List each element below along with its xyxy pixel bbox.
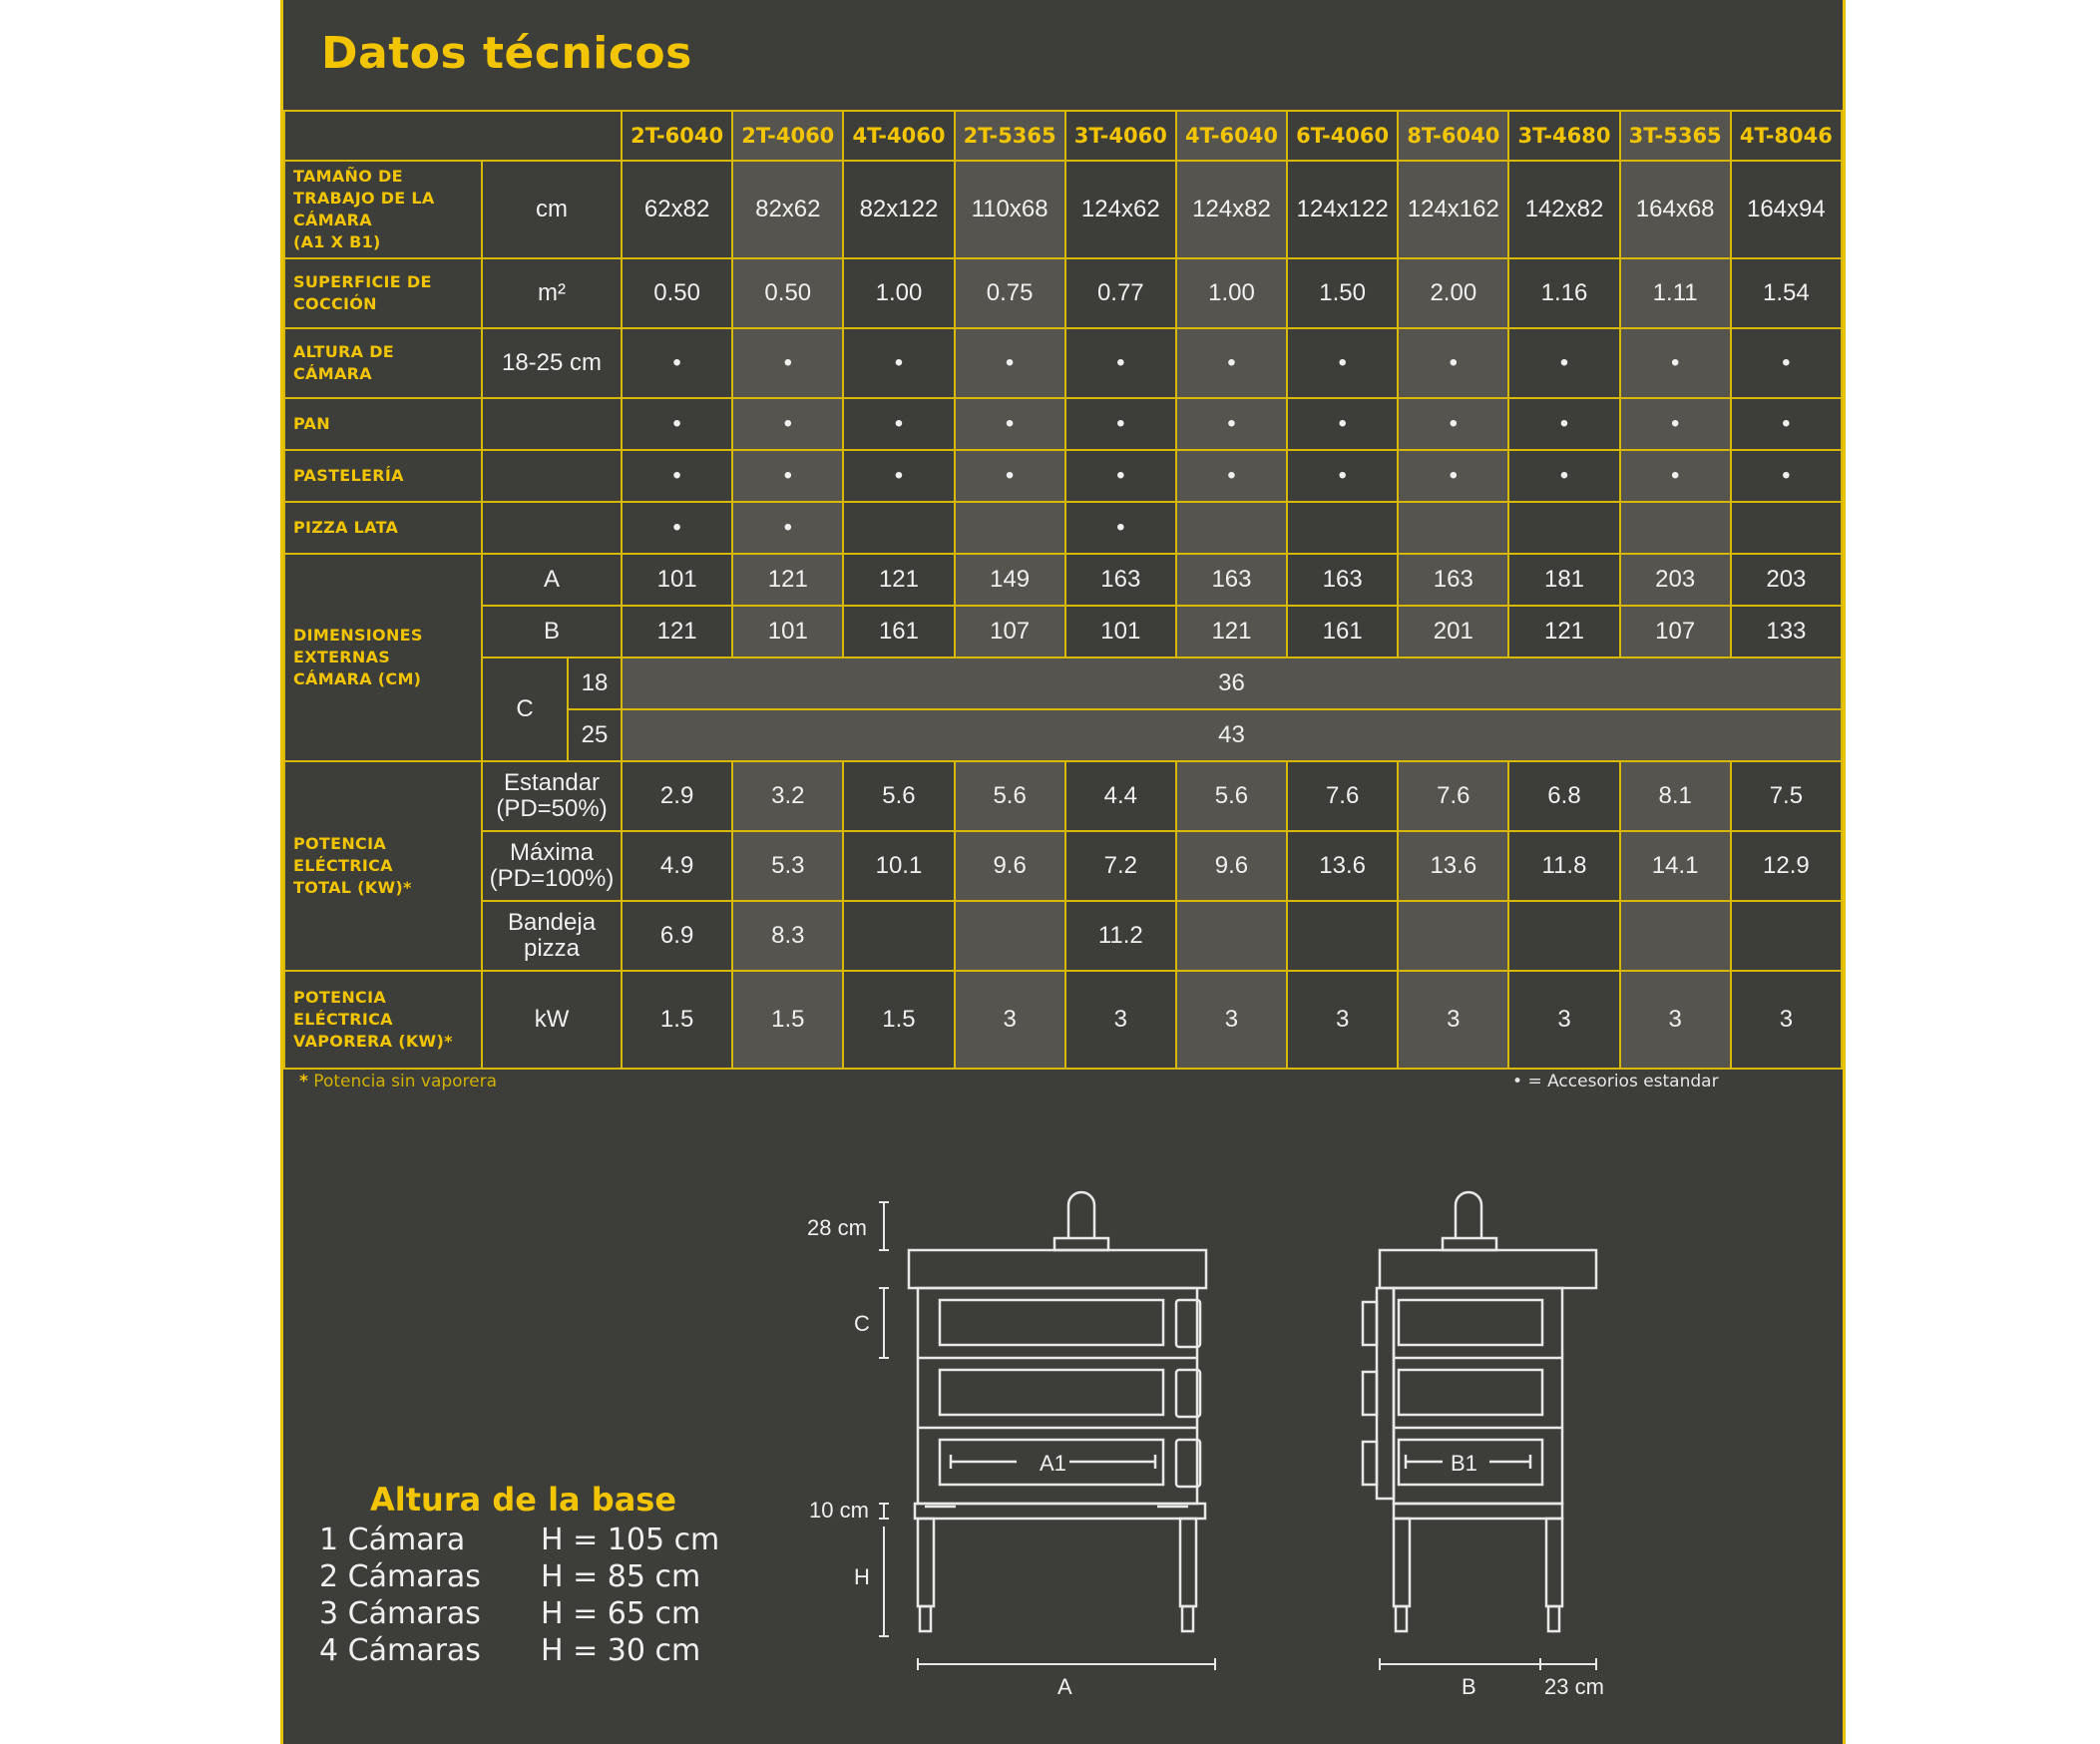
value-cell: • — [1620, 450, 1731, 502]
value-cell: 11.2 — [1065, 901, 1176, 971]
base-row-label: Cámaras — [347, 1559, 481, 1594]
value-cell: 142x82 — [1508, 161, 1619, 258]
row-label-line: POTENCIA — [293, 834, 387, 853]
value-cell: • — [1508, 450, 1619, 502]
value-cell: 82x62 — [732, 161, 843, 258]
value-cell: 13.6 — [1398, 831, 1508, 901]
model-header: 3T-4060 — [1065, 111, 1176, 161]
row-label-line: POTENCIA — [293, 988, 387, 1007]
unit-line: Estandar — [503, 769, 601, 796]
model-header: 4T-6040 — [1176, 111, 1287, 161]
row-label-line: TAMAÑO DE — [293, 167, 403, 186]
value-cell: 181 — [1508, 554, 1619, 606]
value-cell: • — [1398, 450, 1508, 502]
row-label-line: EXTERNAS — [293, 648, 391, 666]
value-cell: • — [1287, 398, 1398, 450]
value-cell: • — [1287, 450, 1398, 502]
value-cell: 121 — [843, 554, 954, 606]
value-cell: 8.1 — [1620, 761, 1731, 831]
value-cell: • — [732, 398, 843, 450]
unit-line: (PD=50%) — [496, 795, 608, 822]
value-cell: 1.5 — [622, 971, 732, 1069]
value-cell: 163 — [1065, 554, 1176, 606]
row-label-line: PIZZA LATA — [293, 518, 399, 537]
dim-a1-label: A1 — [1040, 1451, 1066, 1476]
value-cell: 164x68 — [1620, 161, 1731, 258]
row-label-line: VAPORERA (KW)* — [293, 1032, 453, 1051]
value-cell: 1.11 — [1620, 258, 1731, 328]
value-cell: 121 — [1176, 606, 1287, 657]
value-cell: • — [622, 502, 732, 554]
value-cell: 14.1 — [1620, 831, 1731, 901]
value-cell: • — [1731, 398, 1842, 450]
dim-c-label: C — [854, 1311, 870, 1336]
bullet-icon: • — [1512, 1072, 1523, 1091]
dim-base-label: 10 cm — [809, 1498, 869, 1523]
row-label-line: TRABAJO DE LA — [293, 189, 435, 208]
sub-unit-cell: 18 — [568, 657, 622, 709]
value-cell: • — [732, 450, 843, 502]
row-label-line: SUPERFICIE DE — [293, 272, 432, 291]
front-view — [909, 1192, 1206, 1631]
datasheet-panel — [280, 0, 1846, 1744]
value-cell: 3 — [1065, 971, 1176, 1069]
row-label-line: PASTELERÍA — [293, 466, 404, 485]
value-cell: 161 — [1287, 606, 1398, 657]
value-cell: 43 — [622, 709, 1842, 761]
value-cell: 1.5 — [843, 971, 954, 1069]
value-cell: • — [1508, 398, 1619, 450]
value-cell: 1.50 — [1287, 258, 1398, 328]
value-cell: 4.4 — [1065, 761, 1176, 831]
value-cell: 164x94 — [1731, 161, 1842, 258]
value-cell: • — [1731, 450, 1842, 502]
value-cell: • — [1176, 450, 1287, 502]
unit-cell: m² — [482, 258, 622, 328]
value-cell: 110x68 — [955, 161, 1065, 258]
value-cell: 3 — [1620, 971, 1731, 1069]
value-cell: 121 — [1508, 606, 1619, 657]
model-header: 8T-6040 — [1398, 111, 1508, 161]
value-cell: 101 — [1065, 606, 1176, 657]
value-cell: 1.00 — [843, 258, 954, 328]
value-cell: 1.54 — [1731, 258, 1842, 328]
row-label-line: (A1 X B1) — [293, 232, 381, 251]
model-header: 4T-4060 — [843, 111, 954, 161]
value-cell: 124x62 — [1065, 161, 1176, 258]
sub-unit-cell: 25 — [568, 709, 622, 761]
value-cell: 6.9 — [622, 901, 732, 971]
base-row-label: Cámaras — [347, 1596, 481, 1631]
value-cell: 2.00 — [1398, 258, 1508, 328]
value-cell: 1.00 — [1176, 258, 1287, 328]
unit-cell: kW — [482, 971, 622, 1069]
legend-text: = Accesorios estandar — [1527, 1072, 1719, 1091]
base-row-label: Cámara — [347, 1523, 466, 1557]
value-cell: 203 — [1731, 554, 1842, 606]
base-row-height: H = 30 cm — [541, 1633, 701, 1668]
value-cell: • — [1287, 328, 1398, 398]
value-cell: • — [955, 450, 1065, 502]
value-cell: 7.6 — [1398, 761, 1508, 831]
unit-line: Máxima — [510, 839, 595, 866]
value-cell: 3 — [1731, 971, 1842, 1069]
value-cell: 7.5 — [1731, 761, 1842, 831]
value-cell: 0.50 — [622, 258, 732, 328]
oven-technical-drawing — [283, 0, 1843, 1744]
value-cell: 161 — [843, 606, 954, 657]
value-cell: 8.3 — [732, 901, 843, 971]
value-cell: • — [1731, 328, 1842, 398]
value-cell: 9.6 — [1176, 831, 1287, 901]
value-cell: 163 — [1176, 554, 1287, 606]
value-cell: 0.77 — [1065, 258, 1176, 328]
value-cell: 121 — [732, 554, 843, 606]
value-cell: 124x162 — [1398, 161, 1508, 258]
value-cell: 3 — [1508, 971, 1619, 1069]
value-cell: • — [1065, 328, 1176, 398]
page-title: Datos técnicos — [321, 28, 692, 79]
model-header: 6T-4060 — [1287, 111, 1398, 161]
value-cell: • — [1620, 398, 1731, 450]
row-label-line: ALTURA DE — [293, 342, 395, 361]
value-cell: 3.2 — [732, 761, 843, 831]
value-cell: 163 — [1287, 554, 1398, 606]
value-cell: 11.8 — [1508, 831, 1619, 901]
dim-a-label: A — [1057, 1674, 1072, 1699]
value-cell: • — [622, 398, 732, 450]
unit-cell: cm — [482, 161, 622, 258]
value-cell: 149 — [955, 554, 1065, 606]
row-label-line: ELÉCTRICA — [293, 1010, 393, 1029]
value-cell: 2.9 — [622, 761, 732, 831]
dim-b1-label: B1 — [1451, 1451, 1477, 1476]
value-cell: 1.5 — [732, 971, 843, 1069]
value-cell: 82x122 — [843, 161, 954, 258]
value-cell: 3 — [1398, 971, 1508, 1069]
row-label-line: ELÉCTRICA — [293, 856, 393, 875]
base-row-number: 3 — [319, 1596, 339, 1631]
model-header: 3T-5365 — [1620, 111, 1731, 161]
side-view — [1363, 1192, 1596, 1631]
base-row-number: 2 — [319, 1559, 339, 1594]
value-cell: • — [955, 398, 1065, 450]
value-cell: • — [955, 328, 1065, 398]
model-header: 3T-4680 — [1508, 111, 1619, 161]
value-cell: 163 — [1398, 554, 1508, 606]
base-row-height: H = 105 cm — [541, 1523, 720, 1557]
value-cell: 7.2 — [1065, 831, 1176, 901]
base-row-height: H = 85 cm — [541, 1559, 701, 1594]
value-cell: 5.6 — [843, 761, 954, 831]
value-cell: • — [1065, 502, 1176, 554]
value-cell: 201 — [1398, 606, 1508, 657]
value-cell: 124x122 — [1287, 161, 1398, 258]
value-cell: • — [622, 450, 732, 502]
value-cell: 62x82 — [622, 161, 732, 258]
dim-b-label: B — [1462, 1674, 1476, 1699]
row-label-line: COCCIÓN — [293, 294, 377, 313]
value-cell: 13.6 — [1287, 831, 1398, 901]
footnote-star: * — [299, 1072, 308, 1091]
value-cell: 5.3 — [732, 831, 843, 901]
dim-top-label: 28 cm — [807, 1215, 867, 1240]
model-header: 4T-8046 — [1731, 111, 1842, 161]
value-cell: • — [732, 328, 843, 398]
value-cell: 124x82 — [1176, 161, 1287, 258]
value-cell: 1.16 — [1508, 258, 1619, 328]
value-cell: 107 — [955, 606, 1065, 657]
value-cell: • — [1065, 398, 1176, 450]
value-cell: 101 — [732, 606, 843, 657]
value-cell: • — [1508, 328, 1619, 398]
dimension-lines — [879, 1202, 1596, 1670]
value-cell: 5.6 — [955, 761, 1065, 831]
value-cell: • — [843, 450, 954, 502]
value-cell: • — [1620, 328, 1731, 398]
unit-line: pizza — [524, 935, 581, 962]
value-cell: 0.75 — [955, 258, 1065, 328]
unit-cell: B — [482, 606, 622, 657]
model-header: 2T-4060 — [732, 111, 843, 161]
base-row-number: 4 — [319, 1633, 339, 1668]
unit-cell: A — [482, 554, 622, 606]
value-cell: • — [1176, 398, 1287, 450]
unit-line: (PD=100%) — [489, 865, 615, 892]
value-cell: • — [1176, 328, 1287, 398]
row-label-line: CÁMARA — [293, 211, 372, 229]
value-cell: 5.6 — [1176, 761, 1287, 831]
value-cell: 9.6 — [955, 831, 1065, 901]
dim-h-label: H — [854, 1564, 870, 1589]
value-cell: 133 — [1731, 606, 1842, 657]
model-header: 2T-6040 — [622, 111, 732, 161]
value-cell: • — [732, 502, 843, 554]
value-cell: 3 — [1176, 971, 1287, 1069]
model-header: 2T-5365 — [955, 111, 1065, 161]
value-cell: • — [843, 398, 954, 450]
value-cell: 203 — [1620, 554, 1731, 606]
row-label-line: CÁMARA (CM) — [293, 669, 422, 688]
value-cell: • — [1065, 450, 1176, 502]
base-height-title: Altura de la base — [370, 1481, 677, 1519]
value-cell: • — [843, 328, 954, 398]
value-cell: • — [1398, 328, 1508, 398]
value-cell: 7.6 — [1287, 761, 1398, 831]
base-row-label: Cámaras — [347, 1633, 481, 1668]
value-cell: 3 — [955, 971, 1065, 1069]
value-cell: 101 — [622, 554, 732, 606]
value-cell: 0.50 — [732, 258, 843, 328]
value-cell: • — [622, 328, 732, 398]
value-cell: 6.8 — [1508, 761, 1619, 831]
value-cell: 10.1 — [843, 831, 954, 901]
value-cell: 36 — [622, 657, 1842, 709]
row-label-line: DIMENSIONES — [293, 626, 423, 645]
value-cell: 12.9 — [1731, 831, 1842, 901]
value-cell: 3 — [1287, 971, 1398, 1069]
row-label-line: TOTAL (KW)* — [293, 878, 412, 897]
value-cell: • — [1398, 398, 1508, 450]
unit-cell: 18-25 cm — [482, 328, 622, 398]
unit-line: Bandeja — [507, 909, 597, 936]
base-row-number: 1 — [319, 1523, 339, 1557]
row-label-line: PAN — [293, 414, 330, 433]
footnote-text: Potencia sin vaporera — [313, 1072, 498, 1091]
base-row-height: H = 65 cm — [541, 1596, 701, 1631]
dim-depth-extra-label: 23 cm — [1544, 1674, 1604, 1699]
value-cell: 121 — [622, 606, 732, 657]
unit-cell: C — [482, 657, 568, 761]
value-cell: 107 — [1620, 606, 1731, 657]
row-label-line: CÁMARA — [293, 364, 372, 383]
value-cell: 4.9 — [622, 831, 732, 901]
